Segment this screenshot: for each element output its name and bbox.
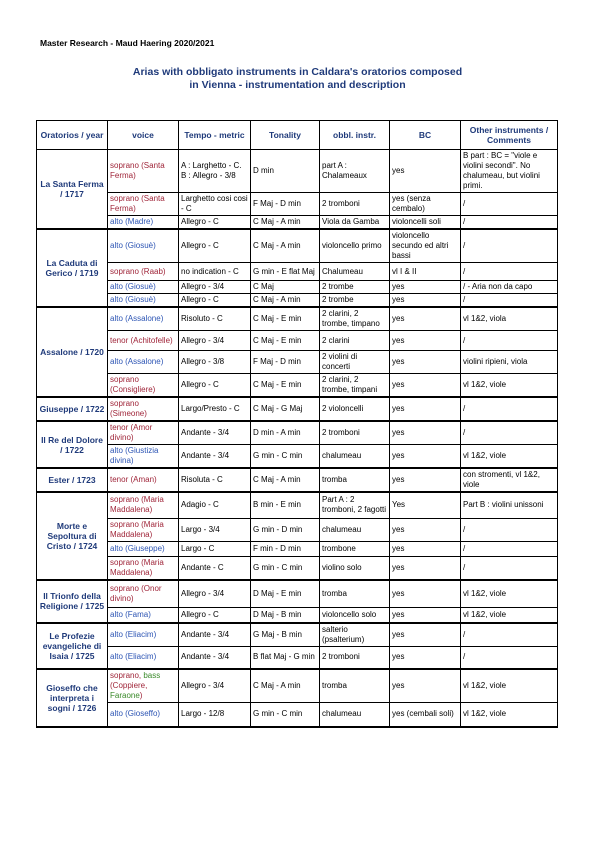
voice-part: ) xyxy=(139,690,143,700)
table-row xyxy=(37,150,558,193)
tempo-cell: A : Larghetto - C. B : Allegro - 3/8 xyxy=(179,150,251,193)
tempo-cell: Andante - C xyxy=(179,556,251,580)
table-row xyxy=(37,263,558,281)
table-row xyxy=(37,623,558,647)
other-cell: / xyxy=(461,541,558,556)
title-line-2: in Vienna - instrumentation and description xyxy=(189,79,406,91)
voice-cell: tenor (Aman) xyxy=(108,468,179,492)
bc-cell: yes xyxy=(390,468,461,492)
tempo-cell: Allegro - C xyxy=(179,374,251,398)
document-title xyxy=(60,66,535,92)
voice-cell: alto (Madre) xyxy=(108,216,179,230)
voice-cell: soprano (Consigliere) xyxy=(108,374,179,398)
bc-cell: yes xyxy=(390,294,461,308)
instr-cell: 2 trombe xyxy=(320,281,390,294)
tonality-cell: C Maj - A min xyxy=(251,216,320,230)
tempo-cell: Allegro - 3/4 xyxy=(179,281,251,294)
other-cell: / xyxy=(461,556,558,580)
instr-cell: Viola da Gamba xyxy=(320,216,390,230)
bc-cell: yes xyxy=(390,397,461,421)
bc-cell: Yes xyxy=(390,492,461,518)
col-header-voice: voice xyxy=(108,121,179,150)
tempo-cell: Larghetto cosi cosi - C xyxy=(179,193,251,216)
tempo-cell: Allegro - 3/4 xyxy=(179,580,251,608)
table-row xyxy=(37,331,558,351)
table-row xyxy=(37,216,558,230)
oratorio-name: Le Profezie evangeliche di Isaia / 1725 xyxy=(37,623,108,669)
bc-cell: yes (cembali soli) xyxy=(390,703,461,727)
other-cell: / xyxy=(461,421,558,445)
voice-cell: alto (Giustizia divina) xyxy=(108,445,179,469)
table-row xyxy=(37,421,558,445)
tonality-cell: G min - C min xyxy=(251,703,320,727)
voice-cell: soprano (Maria Maddalena) xyxy=(108,518,179,541)
bc-cell: vl I & II xyxy=(390,263,461,281)
other-cell: vl 1&2, viole xyxy=(461,703,558,727)
tempo-cell: Largo - 12/8 xyxy=(179,703,251,727)
oratorio-name: Il Trionfo della Religione / 1725 xyxy=(37,580,108,623)
instr-cell: chalumeau xyxy=(320,518,390,541)
tonality-cell: C Maj - E min xyxy=(251,374,320,398)
instr-cell: 2 tromboni xyxy=(320,421,390,445)
voice-cell: tenor (Achitofelle) xyxy=(108,331,179,351)
title-line-1: Arias with obbligato instruments in Caldara's oratorios composed xyxy=(132,66,463,78)
voice-part: (Coppiere, xyxy=(110,680,148,690)
table-row xyxy=(37,374,558,398)
tempo-cell: Andante - 3/4 xyxy=(179,421,251,445)
other-cell: / - Aria non da capo xyxy=(461,281,558,294)
instr-cell: 2 clarini, 2 trombe, timpano xyxy=(320,307,390,331)
tempo-cell: Allegro - C xyxy=(179,608,251,623)
instr-cell: 2 clarini xyxy=(320,331,390,351)
table-row xyxy=(37,669,558,703)
tonality-cell: F Maj - D min xyxy=(251,351,320,374)
bc-cell: yes xyxy=(390,556,461,580)
voice-part: Faraone xyxy=(110,690,140,700)
col-header-bc: BC xyxy=(390,121,461,150)
instr-cell: chalumeau xyxy=(320,703,390,727)
col-header-tempo: Tempo - metric xyxy=(179,121,251,150)
other-cell: vl 1&2, viole xyxy=(461,445,558,469)
bc-cell: yes xyxy=(390,647,461,669)
bc-cell: yes xyxy=(390,150,461,193)
other-cell: / xyxy=(461,294,558,308)
tonality-cell: D Maj - E min xyxy=(251,580,320,608)
voice-cell: soprano (Maria Maddalena) xyxy=(108,556,179,580)
bc-cell: yes xyxy=(390,518,461,541)
bc-cell: yes xyxy=(390,623,461,647)
other-cell: vl 1&2, viole xyxy=(461,580,558,608)
table-row xyxy=(37,541,558,556)
voice-cell: soprano (Maria Maddalena) xyxy=(108,492,179,518)
instr-cell: 2 violoncelli xyxy=(320,397,390,421)
instr-cell: violino solo xyxy=(320,556,390,580)
table-row xyxy=(37,468,558,492)
oratorio-name: La Caduta di Gerico / 1719 xyxy=(37,229,108,307)
col-header-tonality: Tonality xyxy=(251,121,320,150)
other-cell: B part : BC = "viole e violini secondi". No chalumeau, but violini primi. xyxy=(461,150,558,193)
oratorio-name: Ester / 1723 xyxy=(37,468,108,492)
instr-cell: tromba xyxy=(320,669,390,703)
other-cell: vl 1&2, viole xyxy=(461,374,558,398)
voice-cell: alto (Assalone) xyxy=(108,307,179,331)
tonality-cell: C Maj - G Maj xyxy=(251,397,320,421)
voice-cell: alto (Fama) xyxy=(108,608,179,623)
oratorio-name: Gioseffo che interpreta i sogni / 1726 xyxy=(37,669,108,727)
voice-cell: soprano (Santa Ferma) xyxy=(108,150,179,193)
bc-cell: yes xyxy=(390,351,461,374)
table-row xyxy=(37,703,558,727)
instr-cell: Chalumeau xyxy=(320,263,390,281)
bc-cell: yes xyxy=(390,421,461,445)
bc-cell: yes xyxy=(390,307,461,331)
tempo-cell: Allegro - C xyxy=(179,216,251,230)
tempo-cell: Risoluta - C xyxy=(179,468,251,492)
tempo-cell: no indication - C xyxy=(179,263,251,281)
other-cell: vl 1&2, viole xyxy=(461,608,558,623)
table-row xyxy=(37,556,558,580)
voice-cell xyxy=(108,669,179,703)
other-cell: / xyxy=(461,216,558,230)
bc-cell: yes xyxy=(390,331,461,351)
voice-cell: alto (Eliacim) xyxy=(108,647,179,669)
table-row xyxy=(37,193,558,216)
instr-cell: 2 tromboni xyxy=(320,193,390,216)
other-cell: / xyxy=(461,647,558,669)
other-cell: violini ripieni, viola xyxy=(461,351,558,374)
bc-cell: violoncelli soli xyxy=(390,216,461,230)
other-cell: / xyxy=(461,397,558,421)
instr-cell: tromba xyxy=(320,468,390,492)
tempo-cell: Allegro - C xyxy=(179,294,251,308)
table-row xyxy=(37,518,558,541)
other-cell: / xyxy=(461,193,558,216)
tonality-cell: G min - D min xyxy=(251,518,320,541)
bc-cell: yes (senza cembalo) xyxy=(390,193,461,216)
table-row xyxy=(37,229,558,263)
voice-part: bass xyxy=(143,670,161,680)
voice-cell: soprano (Simeone) xyxy=(108,397,179,421)
tonality-cell: B flat Maj - G min xyxy=(251,647,320,669)
bc-cell: yes xyxy=(390,445,461,469)
tempo-cell: Largo - 3/4 xyxy=(179,518,251,541)
table-body xyxy=(37,150,558,727)
document-header: Master Research - Maud Haering 2020/2021 xyxy=(40,38,215,48)
table-row xyxy=(37,281,558,294)
col-header-oratorio: Oratorios / year xyxy=(37,121,108,150)
instr-cell: violoncello solo xyxy=(320,608,390,623)
voice-cell: alto (Giuseppe) xyxy=(108,541,179,556)
voice-cell: soprano (Santa Ferma) xyxy=(108,193,179,216)
voice-cell: alto (Giosuè) xyxy=(108,294,179,308)
other-cell: vl 1&2, viola xyxy=(461,307,558,331)
voice-cell: soprano (Raab) xyxy=(108,263,179,281)
tempo-cell: Allegro - 3/4 xyxy=(179,331,251,351)
voice-cell: soprano (Onor divino) xyxy=(108,580,179,608)
tonality-cell: G min - E flat Maj xyxy=(251,263,320,281)
tempo-cell: Largo - C xyxy=(179,541,251,556)
tonality-cell: C Maj - E min xyxy=(251,331,320,351)
tempo-cell: Adagio - C xyxy=(179,492,251,518)
tonality-cell: C Maj - A min xyxy=(251,229,320,263)
other-cell: con stromenti, vl 1&2, viole xyxy=(461,468,558,492)
instr-cell: Part A : 2 tromboni, 2 fagotti xyxy=(320,492,390,518)
other-cell: / xyxy=(461,263,558,281)
tempo-cell: Andante - 3/4 xyxy=(179,623,251,647)
instr-cell: 2 trombe xyxy=(320,294,390,308)
instr-cell: part A : Chalameaux xyxy=(320,150,390,193)
voice-cell: alto (Assalone) xyxy=(108,351,179,374)
other-cell: Part B : violini unissoni xyxy=(461,492,558,518)
oratorio-name: Il Re del Dolore / 1722 xyxy=(37,421,108,468)
other-cell: / xyxy=(461,331,558,351)
oratorio-name: Assalone / 1720 xyxy=(37,307,108,397)
table-row xyxy=(37,647,558,669)
tempo-cell: Andante - 3/4 xyxy=(179,647,251,669)
tonality-cell: G min - C min xyxy=(251,445,320,469)
tonality-cell: F Maj - D min xyxy=(251,193,320,216)
other-cell: / xyxy=(461,518,558,541)
oratorio-name: Morte e Sepoltura di Cristo / 1724 xyxy=(37,492,108,580)
bc-cell: yes xyxy=(390,374,461,398)
table-row xyxy=(37,608,558,623)
bc-cell: yes xyxy=(390,580,461,608)
table-row xyxy=(37,580,558,608)
arias-table xyxy=(36,120,558,728)
instr-cell: trombone xyxy=(320,541,390,556)
other-cell: vl 1&2, viole xyxy=(461,669,558,703)
bc-cell: yes xyxy=(390,541,461,556)
col-header-other: Other instruments / Comments xyxy=(461,121,558,150)
table-row xyxy=(37,492,558,518)
tonality-cell: G min - C min xyxy=(251,556,320,580)
tonality-cell: C Maj - E min xyxy=(251,307,320,331)
tonality-cell: C Maj xyxy=(251,281,320,294)
instr-cell: chalumeau xyxy=(320,445,390,469)
instr-cell: tromba xyxy=(320,580,390,608)
voice-cell: alto (Gioseffo) xyxy=(108,703,179,727)
voice-cell: alto (Giosuè) xyxy=(108,229,179,263)
tonality-cell: F min - D min xyxy=(251,541,320,556)
instr-cell: salterio (psalterium) xyxy=(320,623,390,647)
table-row xyxy=(37,397,558,421)
col-header-instr: obbl. instr. xyxy=(320,121,390,150)
oratorio-name: La Santa Ferma / 1717 xyxy=(37,150,108,230)
tonality-cell: D min xyxy=(251,150,320,193)
tonality-cell: D Maj - B min xyxy=(251,608,320,623)
instr-cell: 2 clarini, 2 trombe, timpani xyxy=(320,374,390,398)
other-cell: / xyxy=(461,229,558,263)
table-row xyxy=(37,445,558,469)
tonality-cell: C Maj - A min xyxy=(251,294,320,308)
table-row xyxy=(37,294,558,308)
tonality-cell: B min - E min xyxy=(251,492,320,518)
voice-cell: alto (Eliacim) xyxy=(108,623,179,647)
bc-cell: yes xyxy=(390,669,461,703)
tempo-cell: Allegro - 3/4 xyxy=(179,669,251,703)
tempo-cell: Allegro - C xyxy=(179,229,251,263)
bc-cell: yes xyxy=(390,608,461,623)
voice-cell: tenor (Amor divino) xyxy=(108,421,179,445)
other-cell: / xyxy=(461,623,558,647)
instr-cell: 2 tromboni xyxy=(320,647,390,669)
voice-cell: alto (Giosuè) xyxy=(108,281,179,294)
table-row xyxy=(37,351,558,374)
tempo-cell: Andante - 3/4 xyxy=(179,445,251,469)
bc-cell: violoncello secundo ed altri bassi xyxy=(390,229,461,263)
table-header-row xyxy=(37,121,558,150)
bc-cell: yes xyxy=(390,281,461,294)
tempo-cell: Allegro - 3/8 xyxy=(179,351,251,374)
tonality-cell: G Maj - B min xyxy=(251,623,320,647)
tonality-cell: C Maj - A min xyxy=(251,468,320,492)
table-row xyxy=(37,307,558,331)
tempo-cell: Largo/Presto - C xyxy=(179,397,251,421)
tonality-cell: C Maj - A min xyxy=(251,669,320,703)
instr-cell: 2 violini di concerti xyxy=(320,351,390,374)
tempo-cell: Risoluto - C xyxy=(179,307,251,331)
oratorio-name: Giuseppe / 1722 xyxy=(37,397,108,421)
voice-part: soprano, xyxy=(110,670,144,680)
tonality-cell: D min - A min xyxy=(251,421,320,445)
instr-cell: violoncello primo xyxy=(320,229,390,263)
